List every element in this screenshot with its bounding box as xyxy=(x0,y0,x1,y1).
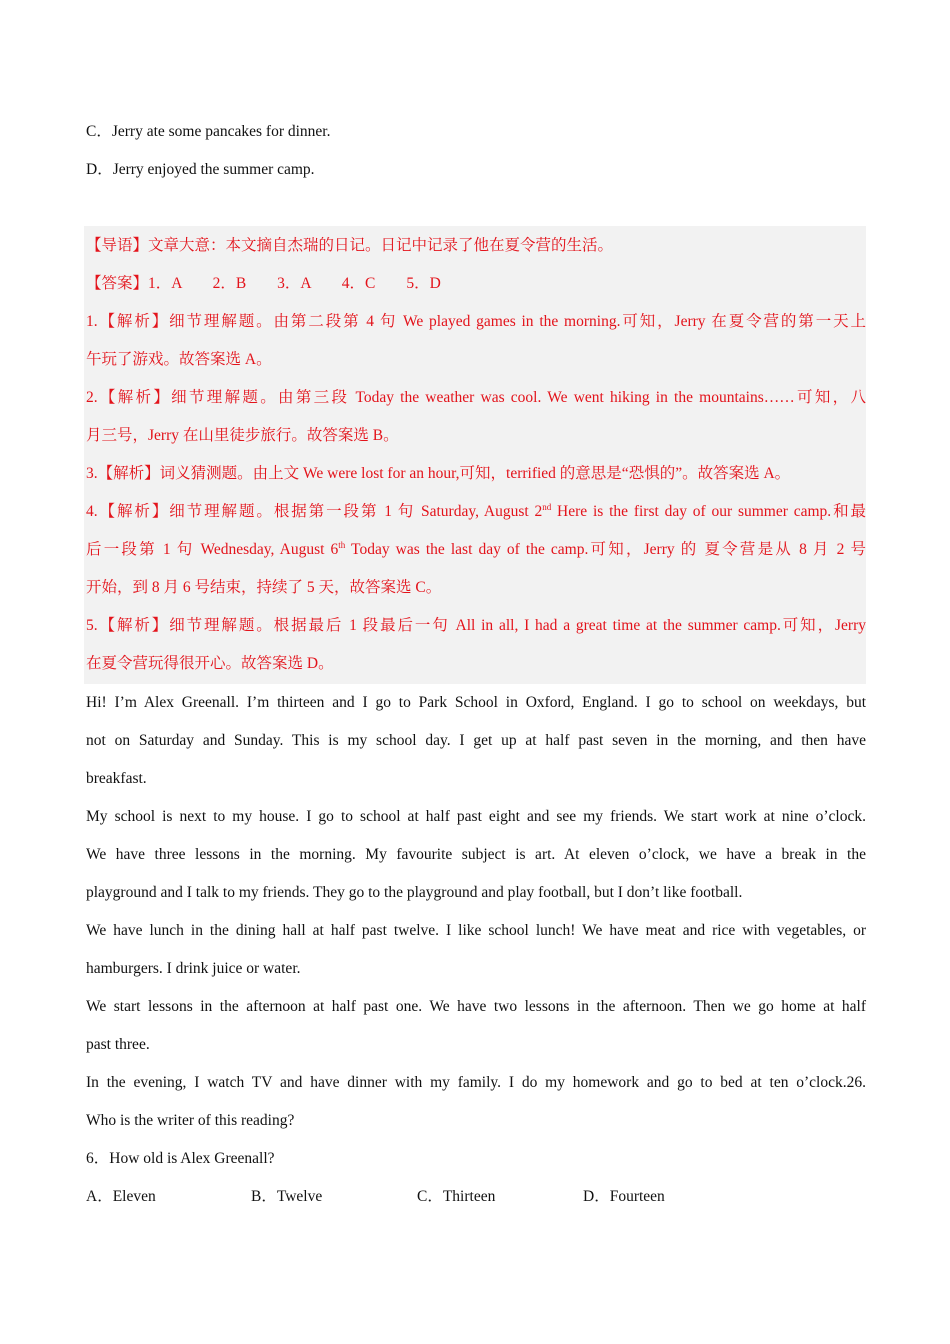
q2-analysis-line2: 月三号，Jerry 在山里徒步旅行。故答案选 B。 xyxy=(86,427,399,444)
question-6-option-d: D．Fourteen xyxy=(583,1188,665,1205)
q1-analysis-line2: 午玩了游戏。故答案选 A。 xyxy=(86,351,272,368)
passage-p1-line1: Hi! I’m Alex Greenall. I’m thirteen and I go to Park School in Oxford, England. I go to school on weekdays, but xyxy=(86,694,866,711)
q3-analysis-line1: 3.【解析】词义猜测题。由上文 We were lost for an hour,可知，terrified 的意思是“恐惧的”。故答案选 A。 xyxy=(86,465,791,482)
q2-analysis-line1: 2.【解析】细节理解题。由第三段 Today the weather was cool. We went hiking in the mountains……可知，八 xyxy=(86,389,866,406)
question-6-stem: 6．How old is Alex Greenall? xyxy=(86,1150,275,1167)
passage-p3-line2: hamburgers. I drink juice or water. xyxy=(86,960,301,977)
q4-analysis-line1: 4.【解析】细节理解题。根据第一段第 1 句 Saturday, August 2nd Here is the first day of our summer camp.和最 xyxy=(86,501,866,520)
question-6-option-b: B．Twelve xyxy=(251,1188,323,1205)
passage-p5-line2: Who is the writer of this reading? xyxy=(86,1112,295,1129)
q1-analysis-line1: 1.【解析】细节理解题。由第二段第 4 句 We played games in the morning.可知，Jerry 在夏令营的第一天上 xyxy=(86,313,866,330)
q5-analysis-line2: 在夏令营玩得很开心。故答案选 D。 xyxy=(86,655,334,672)
passage-p2-line3: playground and I talk to my friends. They go to the playground and play football, but I don’t like football. xyxy=(86,884,743,901)
question-6-option-c: C．Thirteen xyxy=(417,1188,496,1205)
passage-p5-line1: In the evening, I watch TV and have dinner with my family. I do my homework and go to bed at ten o’clock.26. xyxy=(86,1074,866,1091)
passage-p2-line1: My school is next to my house. I go to school at half past eight and see my friends. We start work at nine o’clock. xyxy=(86,808,866,825)
answer-key: 【答案】1．A 2．B 3．A 4．C 5．D xyxy=(86,275,441,292)
option-c: C．Jerry ate some pancakes for dinner. xyxy=(86,123,331,140)
passage-p3-line1: We have lunch in the dining hall at half past twelve. I like school lunch! We have meat and rice with vegetables, or xyxy=(86,922,866,939)
q5-analysis-line1: 5.【解析】细节理解题。根据最后 1 段最后一句 All in all, I had a great time at the summer camp.可知，Jerry xyxy=(86,617,866,634)
passage-p1-line3: breakfast. xyxy=(86,770,147,787)
q4-analysis-line2: 后一段第 1 句 Wednesday, August 6th Today was the last day of the camp.可知，Jerry 的 夏令营是从 8 月 2 号 xyxy=(86,539,866,558)
question-6-option-a: A．Eleven xyxy=(86,1188,156,1205)
passage-p4-line1: We start lessons in the afternoon at half past one. We have two lessons in the afternoon. Then we go home at half xyxy=(86,998,866,1015)
passage-p2-line2: We have three lessons in the morning. My favourite subject is art. At eleven o’clock, we have a break in the xyxy=(86,846,866,863)
passage-p1-line2: not on Saturday and Sunday. This is my school day. I get up at half past seven in the morning, and then have xyxy=(86,732,866,749)
passage-p4-line2: past three. xyxy=(86,1036,150,1053)
option-d: D．Jerry enjoyed the summer camp. xyxy=(86,161,315,178)
guide-text: 【导语】文章大意：本文摘自杰瑞的日记。日记中记录了他在夏令营的生活。 xyxy=(86,237,614,254)
q4-analysis-line3: 开始，到 8 月 6 号结束，持续了 5 天，故答案选 C。 xyxy=(86,579,442,596)
